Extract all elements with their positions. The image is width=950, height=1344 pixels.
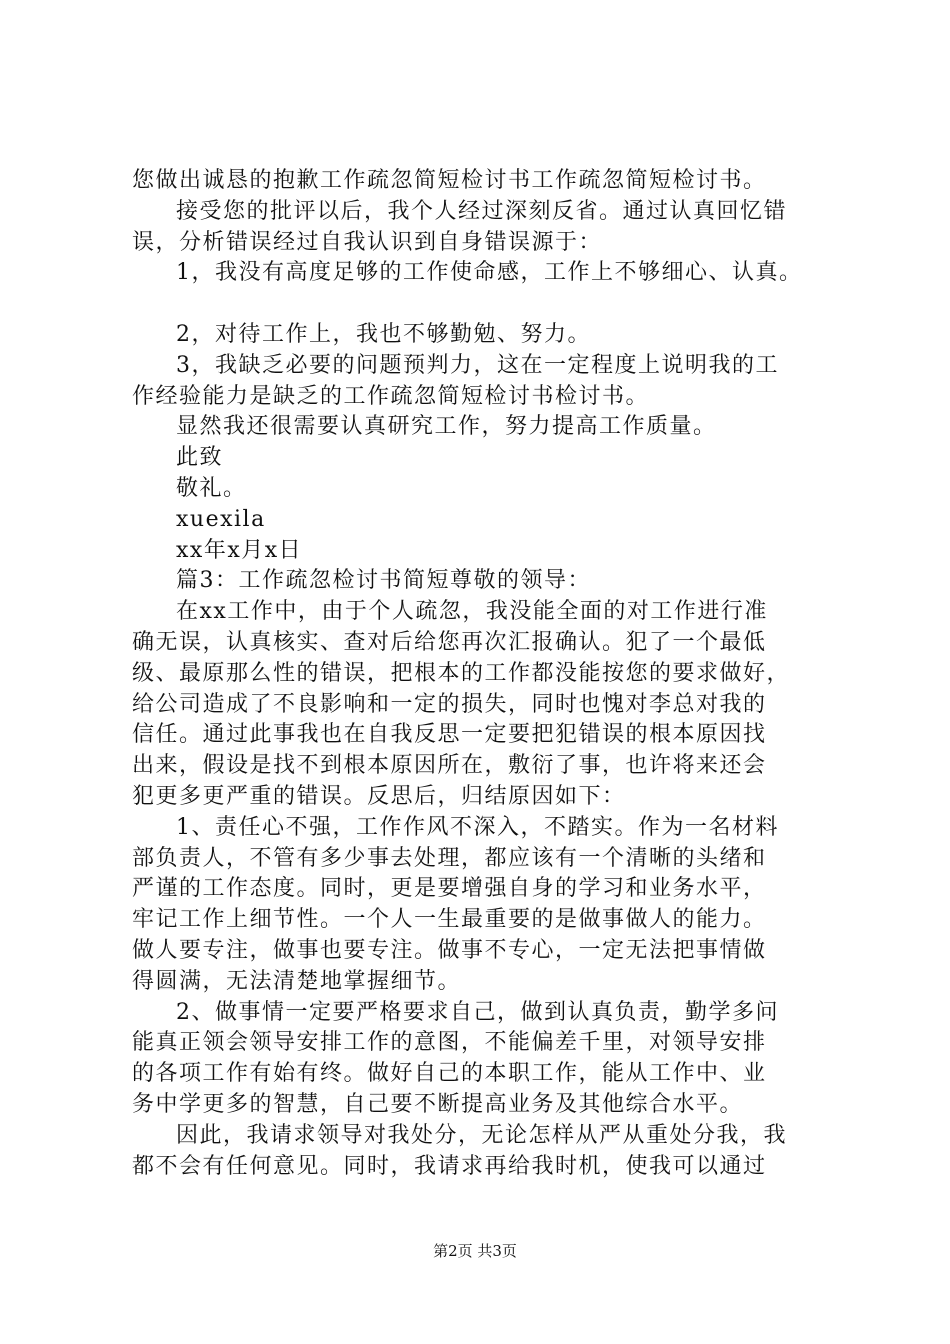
text-line: 接受您的批评以后，我个人经过深刻反省。通过认真回忆错 — [176, 198, 788, 224]
text-line: 此致 — [176, 445, 224, 471]
text-line: 级、最原那么性的错误，把根本的工作都没能按您的要求做好， — [132, 660, 791, 686]
text-line: 的各项工作有始有终。做好自己的本职工作，能从工作中、业 — [132, 1061, 767, 1087]
text-line: 2、做事情一定要严格要求自己，做到认真负责，勤学多问 — [176, 999, 779, 1025]
blank-line — [132, 289, 842, 320]
text-line: 敬礼。 — [176, 475, 247, 501]
text-line: 误，分析错误经过自我认识到自身错误源于： — [132, 229, 603, 255]
text-line: 牢记工作上细节性。一个人一生最重要的是做事做人的能力。 — [132, 907, 767, 933]
text-line: 出来，假设是找不到根本原因所在，敷衍了事，也许将来还会 — [132, 753, 767, 779]
text-line: 1、责任心不强，工作作风不深入，不踏实。作为一名材料 — [176, 814, 779, 840]
text-line: 做人要专注，做事也要专注。做事不专心，一定无法把事情做 — [132, 937, 767, 963]
text-line: 在xx工作中，由于个人疏忽，我没能全面的对工作进行准 — [176, 599, 768, 625]
document-body — [132, 166, 842, 1182]
text-line: xuexila — [176, 506, 266, 532]
text-line: 给公司造成了不良影响和一定的损失，同时也愧对李总对我的 — [132, 691, 767, 717]
text-line: 能真正领会领导安排工作的意图，不能偏差千里，对领导安排 — [132, 1030, 767, 1056]
text-line: 作经验能力是缺乏的工作疏忽简短检讨书检讨书。 — [132, 383, 650, 409]
text-line: xx年x月x日 — [176, 537, 303, 563]
page-footer: 第2页 共3页 — [433, 1242, 517, 1260]
text-line: 因此，我请求领导对我处分，无论怎样从严从重处分我，我 — [176, 1122, 788, 1148]
text-line: 3，我缺乏必要的问题预判力，这在一定程度上说明我的工 — [176, 352, 779, 378]
text-line: 严谨的工作态度。同时，更是要增强自身的学习和业务水平， — [132, 876, 767, 902]
text-line: 部负责人，不管有多少事去处理，都应该有一个清晰的头绪和 — [132, 845, 767, 871]
text-line: 显然我还很需要认真研究工作，努力提高工作质量。 — [176, 414, 717, 440]
text-line: 都不会有任何意见。同时，我请求再给我时机，使我可以通过 — [132, 1153, 767, 1179]
text-line: 确无误，认真核实、查对后给您再次汇报确认。犯了一个最低 — [132, 629, 767, 655]
text-line: 您做出诚恳的抱歉工作疏忽简短检讨书工作疏忽简短检讨书。 — [132, 168, 767, 193]
text-line: 1，我没有高度足够的工作使命感，工作上不够细心、认真。 — [176, 260, 803, 286]
text-line: 篇3：工作疏忽检讨书简短尊敬的领导： — [176, 568, 591, 594]
text-line: 得圆满，无法清楚地掌握细节。 — [132, 968, 462, 994]
text-line: 务中学更多的智慧，自己要不断提高业务及其他综合水平。 — [132, 1091, 744, 1117]
text-line: 信任。通过此事我也在自我反思一定要把犯错误的根本原因找 — [132, 722, 767, 748]
text-line: 2，对待工作上，我也不够勤勉、努力。 — [176, 321, 591, 347]
text-line: 犯更多更严重的错误。反思后，归结原因如下： — [132, 783, 626, 809]
